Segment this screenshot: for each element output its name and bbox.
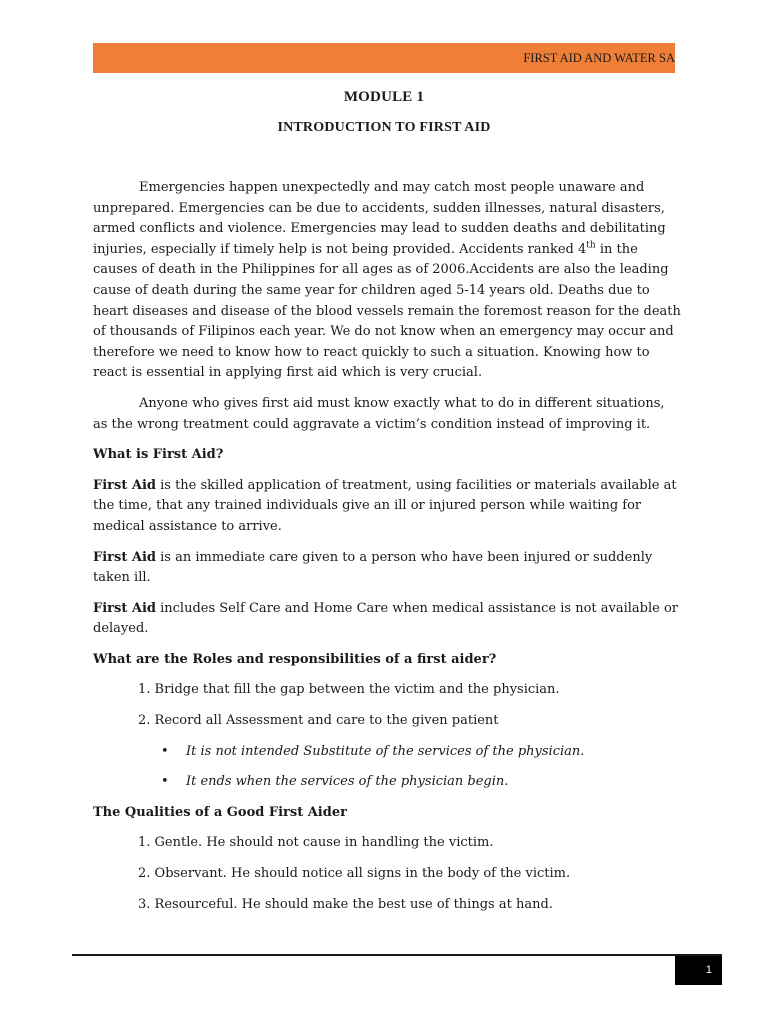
definition-1 bbox=[93, 476, 683, 538]
definition-term: First Aid bbox=[93, 477, 156, 493]
definition-2 bbox=[93, 548, 683, 589]
intro-paragraph-2: Anyone who gives first aid must know exactly what to do in different situations, as the wrong treatment could aggravate a victim’s condition instead of improving it. bbox=[93, 395, 665, 432]
intro-paragraph-1 bbox=[93, 178, 683, 384]
ordinal-suffix: th bbox=[586, 240, 596, 251]
qualities-list-item: 3. Resourceful. He should make the best use of things at hand. bbox=[138, 896, 553, 912]
intro-text-part-1: Emergencies happen unexpectedly and may catch most people unaware and unprepared. Emergencies can be due to accidents, sudden illnesses, natural disasters, armed conflicts and violence. Emergencies may lead to sudden deaths and debilitating injuries, especially if timely help is not being provided. Accidents ranked 4 bbox=[93, 180, 666, 257]
bullet-text: It is not intended Substitute of the services of the physician. bbox=[186, 743, 585, 759]
page-number: 1 bbox=[705, 964, 712, 976]
section-heading-roles: What are the Roles and responsibilities of a first aider? bbox=[93, 651, 497, 667]
bullet-text: It ends when the services of the physician begin. bbox=[186, 774, 509, 790]
qualities-list-item: 2. Observant. He should notice all signs in the body of the victim. bbox=[138, 866, 571, 882]
roles-bullet-item bbox=[93, 742, 683, 763]
definition-text: includes Self Care and Home Care when medical assistance is not available or delayed. bbox=[93, 600, 679, 637]
chapter-title: INTRODUCTION TO FIRST AID bbox=[277, 120, 491, 135]
definition-term: First Aid bbox=[93, 549, 156, 565]
footer-divider bbox=[72, 954, 722, 956]
intro-text-part-2: in the causes of death in the Philippines for all ages as of 2006.Accidents are also the leading cause of death during the same year for children aged 5-14 years old. Deaths due to heart diseases and disease of the blood vessels remain the foremost reason for the death of thousands of Filipinos each year. We do not know when an emergency may occur and therefore we need to know how to react quickly to such a situation. Knowing how to react is essential in applying first aid which is very crucial. bbox=[93, 241, 681, 381]
page-number-box bbox=[675, 956, 722, 985]
roles-list-item: 1. Bridge that fill the gap between the victim and the physician. bbox=[138, 682, 560, 698]
header-band bbox=[93, 43, 675, 73]
definition-3 bbox=[93, 599, 683, 640]
qualities-list-item: 1. Gentle. He should not cause in handling the victim. bbox=[138, 835, 494, 851]
bullet-icon: • bbox=[161, 743, 169, 759]
section-heading-what-is: What is First Aid? bbox=[93, 447, 224, 463]
bullet-icon: • bbox=[161, 774, 169, 790]
definition-term: First Aid bbox=[93, 600, 156, 616]
roles-list-item: 2. Record all Assessment and care to the given patient bbox=[138, 713, 499, 729]
module-title: MODULE 1 bbox=[343, 89, 425, 105]
roles-bullet-item bbox=[93, 772, 683, 793]
document-body bbox=[93, 178, 683, 925]
section-heading-qualities: The Qualities of a Good First Aider bbox=[93, 804, 347, 820]
running-header-title: FIRST AID AND WATER SA bbox=[523, 51, 675, 65]
definition-text: is the skilled application of treatment, using facilities or materials available at the time, that any trained individuals give an ill or injured person while waiting for medical assistance to arrive. bbox=[93, 477, 677, 534]
definition-text: is an immediate care given to a person who have been injured or suddenly taken ill. bbox=[93, 549, 653, 586]
